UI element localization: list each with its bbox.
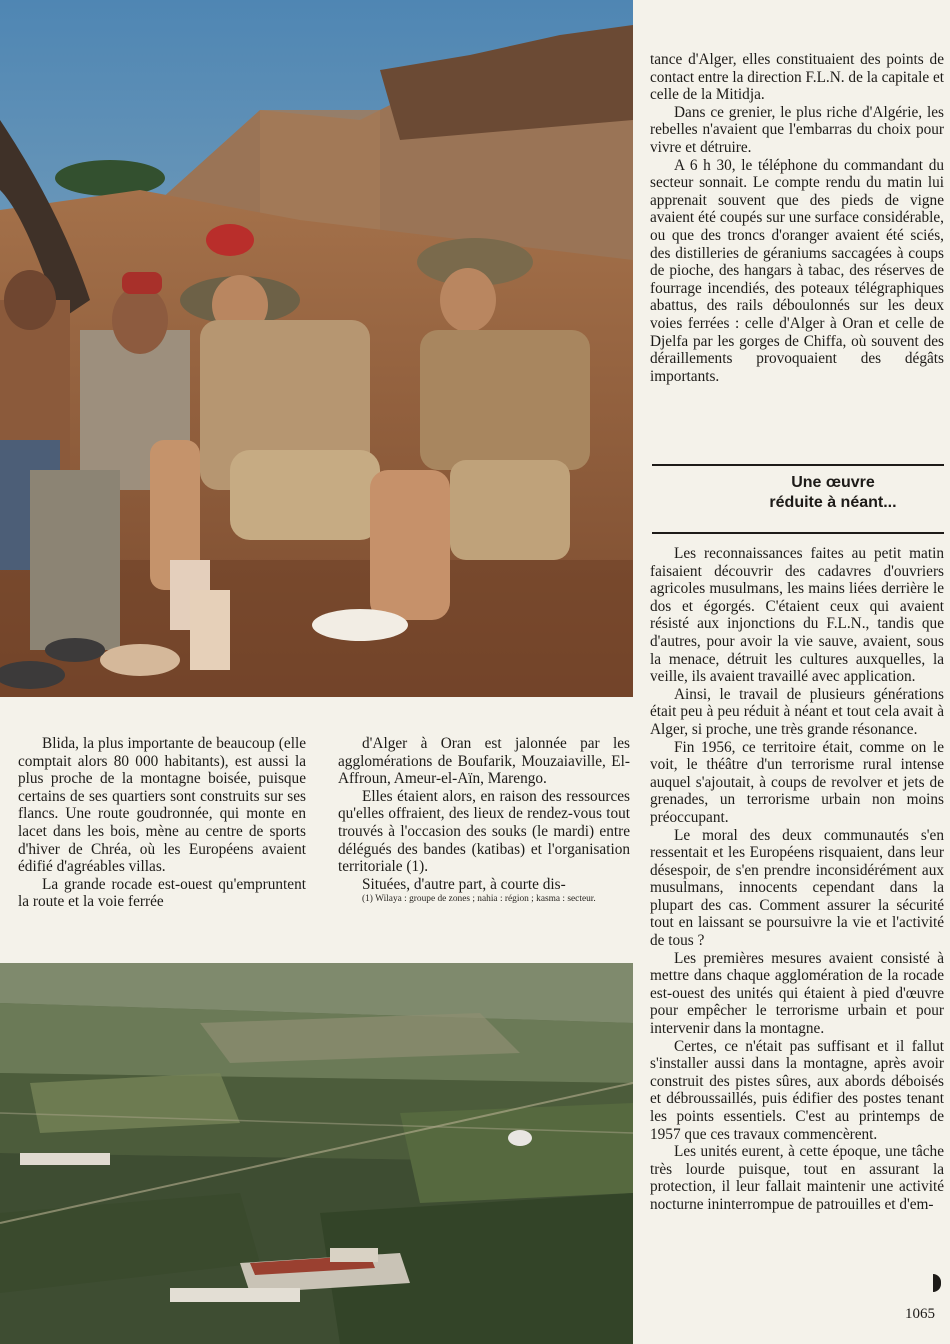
photo-soldiers-and-villagers [0, 0, 633, 697]
paragraph: Certes, ce n'était pas suffisant et il fallut s'installer aussi dans la montagne, après avoir construit des pistes sûres, aux abords déboisés et débroussaillés, puis édifier des postes tenant les points essentiels. C'est au printemps de 1957 que ces travaux commencèrent. [650, 1037, 944, 1143]
section-heading-line1: Une œuvre [791, 474, 875, 491]
footnote: (1) Wilaya : groupe de zones ; nahia : région ; kasma : secteur. [362, 894, 596, 905]
paragraph: Elles étaient alors, en raison des ressources qu'elles offraient, des lieux de rendez-vous tout trouvés à l'occasion des souks (le mardi) entre délégués des bandes (katibas) et l'organisation territoriale (1). [338, 787, 630, 876]
paragraph: Ainsi, le travail de plusieurs générations était peu à peu réduit à néant et tout cela avait à Alger, si proche, une très grande résonance. [650, 685, 944, 738]
section-heading-box [652, 464, 944, 534]
paragraph: Les reconnaissances faites au petit matin faisaient découvrir des cadavres d'ouvriers agricoles musulmans, les mains liées derrière le dos et égorgés. C'étaient ceux qui avaient résisté aux injonctions du F.L.N., tandis que d'autres, pour avoir la vie sauve, avaient, sous la menace, détruit les cultures auxquelles, la veille, ils avaient travaillé avec application. [650, 545, 944, 686]
paragraph: Les unités eurent, à cette époque, une tâche très lourde puisque, tout en assurant la protection, il leur fallait maintenir une activité nocturne ininterrompue de patrouilles et d'em- [650, 1143, 944, 1213]
heading-rule-bottom [652, 532, 944, 534]
paragraph: A 6 h 30, le téléphone du commandant du secteur sonnait. Le compte rendu du matin lui apprenait souvent que des pieds de vigne avaient été coupés sur une surface considérable, ou que des troncs d'oranger avaient été sciés, des distilleries de géraniums saccagées à coups de pioche, des hangars à tabac, des réserves de fourrage incendiés, des poteaux télégraphiques abattus, des rails déboulonnés sur les deux voies ferrées : celle d'Alger à Oran et celle de Djelfa par les gorges de Chiffa, où souvent des déraillements provoquaient des dégâts importants. [650, 156, 944, 385]
heading-rule-top [652, 464, 944, 466]
paragraph: Situées, d'autre part, à courte dis- [362, 875, 566, 893]
paragraph: Dans ce grenier, le plus riche d'Algérie, les rebelles n'avaient que l'embarras du choix pour vivre et détruire. [650, 103, 944, 156]
paragraph: d'Alger à Oran est jalonnée par les agglomérations de Boufarik, Mouzaiaville, El-Affroun, Ameur-el-Aïn, Marengo. [338, 735, 630, 788]
section-heading-line2: réduite à néant... [769, 494, 897, 511]
article-column-right-bottom [650, 545, 944, 1214]
article-column-left [18, 735, 306, 911]
paragraph: La grande rocade est-ouest qu'empruntent la route et la voie ferrée [18, 875, 306, 911]
paragraph: Blida, la plus importante de beaucoup (elle comptait alors 80 000 habitants), est aussi la plus proche de la montagne boisée, puisque certains de ses quartiers sont construits sur ses flancs. Une route goudronnée, qui monte en lacet dans les bois, mène au centre de sports d'hiver de Chréa, où les Européens avaient édifié d'agréables villas. [18, 735, 306, 876]
section-heading [652, 473, 944, 513]
article-column-right-top [650, 51, 944, 385]
paragraph: tance d'Alger, elles constituaient des points de contact entre la direction F.L.N. de la capitale et celle de la Mitidja. [650, 51, 944, 104]
page-edge-marker [933, 1274, 941, 1292]
photo-aerial-farmland [0, 963, 633, 1344]
page-number: 1065 [905, 1306, 935, 1322]
paragraph: Le moral des deux communautés s'en ressentait et les Européens risquaient, dans leur désespoir, de s'en prendre inconsidérément aux musulmans, innocents cependant dans la plupart des cas. Comment assurer la sécurité tout en laissant se poursuivre la vie et l'activité de tous ? [650, 826, 944, 950]
paragraph: Les premières mesures avaient consisté à mettre dans chaque agglomération de la rocade est-ouest des unités qui étaient à pied d'œuvre pour empêcher le terrorisme urbain et pour intervenir dans la montagne. [650, 949, 944, 1038]
paragraph: Fin 1956, ce territoire était, comme on le voit, le théâtre d'un terrorisme rural intense auquel s'ajoutait, à coups de revolver et jets de grenades, un terrorisme urbain non moins préoccupant. [650, 738, 944, 826]
article-column-middle [338, 735, 630, 905]
